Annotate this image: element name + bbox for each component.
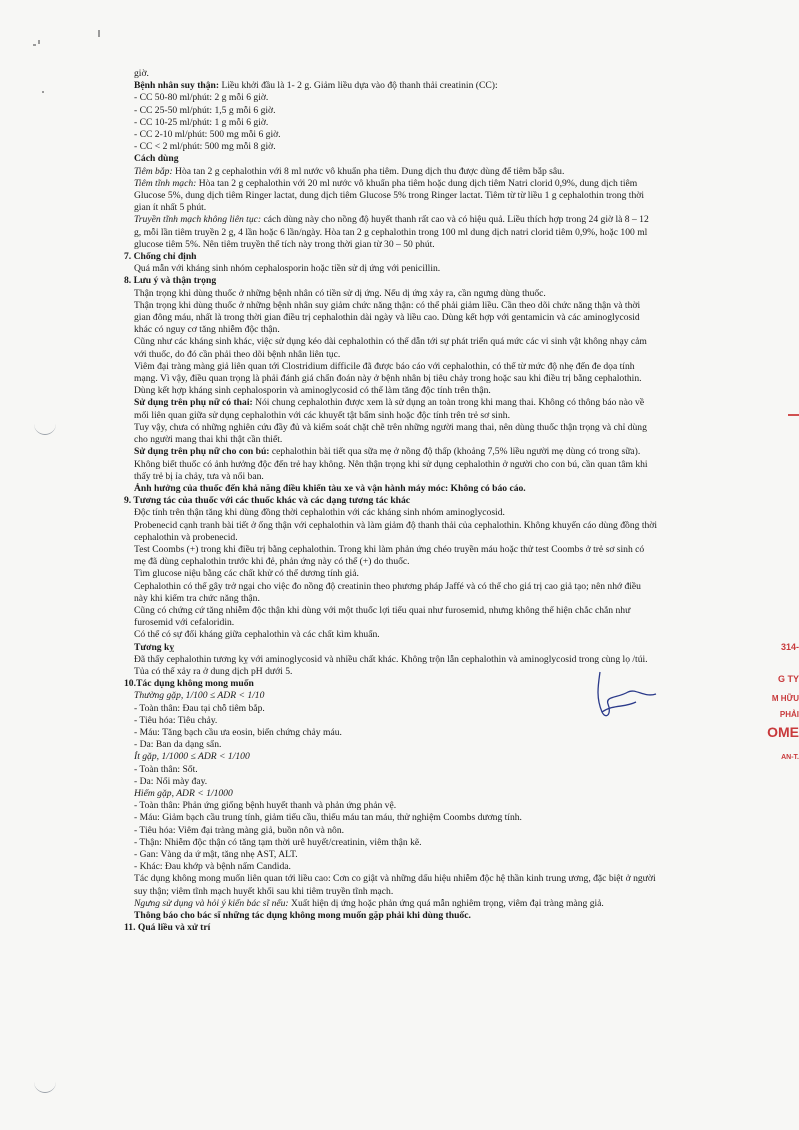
- text-line: Cephalothin có thể gây trở ngại cho việc đo nồng độ creatinin theo phương pháp Jaffé và có thể cho giá trị cao giả tạo; nên nhớ điều: [134, 580, 641, 592]
- red-company-stamp: 314- G TY M HỮU PHẢI OME AN-T.: [767, 642, 799, 761]
- text-line: - CC 10-25 ml/phút: 1 g mỗi 6 giờ.: [134, 116, 269, 128]
- text-line: khác có nguy cơ tăng nhiễm độc thận.: [134, 324, 280, 336]
- text-line: cho người mang thai khi thật cần thiết.: [134, 434, 283, 446]
- text-line: Thường gặp, 1/100 ≤ ADR < 1/10: [134, 690, 265, 702]
- text-line: Thông báo cho bác sĩ những tác dụng không mong muốn gặp phải khi dùng thuốc.: [134, 910, 471, 922]
- text-line: Tủa có thể xảy ra ở dung dịch pH dưới 5.: [134, 665, 293, 677]
- text-line: này khi kiểm tra chức năng thận.: [134, 592, 260, 604]
- text-line: 11. Quá liều và xử trí: [124, 922, 211, 934]
- text-line: 9. Tương tác của thuốc với các thuốc khác và các dạng tương tác khác: [124, 495, 411, 507]
- text-line: - Toàn thân: Đau tại chỗ tiêm bắp.: [134, 702, 265, 714]
- text-line: Truyền tĩnh mạch không liên tục: cách dùng này cho nồng độ huyết thanh rất cao và có hiệu quả. Liều thích hợp trong 24 giờ là 8 – 12: [134, 214, 649, 226]
- text-line: Cũng như các kháng sinh khác, việc sử dụng kéo dài cephalothin có thể dẫn tới sự phát triển quá mức các vi sinh vật không nhạy cảm: [134, 336, 647, 348]
- text-line: Ít gặp, 1/1000 ≤ ADR < 1/100: [134, 751, 250, 763]
- punch-hole-mark: [34, 416, 56, 435]
- text-line: Ngưng sử dụng và hỏi ý kiến bác sĩ nếu: Xuất hiện dị ứng hoặc phản ứng quá mẫn nghiêm trọng, viêm đại tràng màng giả.: [134, 897, 604, 909]
- text-line: giờ.: [134, 68, 149, 79]
- text-line: Sử dụng trên phụ nữ có thai: Nói chung cephalothin được xem là sử dụng an toàn trong khi mang thai. Không có thông báo nào về: [134, 397, 645, 409]
- text-line: Tiêm bắp: Hòa tan 2 g cephalothin với 8 ml nước vô khuẩn pha tiêm. Dung dịch thu được dùng để tiêm bắp sâu.: [134, 165, 565, 177]
- text-line: Tương kỵ: [134, 641, 175, 653]
- text-line: Đã thấy cephalothin tương kỵ với aminoglycosid và nhiều chất khác. Không trộn lẫn cephalothin và aminoglycosid trong cùng lọ /túi.: [134, 653, 648, 665]
- text-line: mạng. Vì vậy, điều quan trọng là phải đánh giá chẩn đoán này ở bệnh nhân bị tiêu chảy trong hoặc sau khi điều trị bằng cephalothin.: [134, 373, 642, 385]
- text-line: Thận trọng khi dùng thuốc ở những bệnh nhân suy giảm chức năng thận: có thể phải giảm liều. Cần theo dõi chức năng thận và thời: [134, 299, 641, 311]
- text-line: cephalothin và probenecid.: [134, 531, 238, 543]
- text-line: - Da: Ban da dạng sẩn.: [134, 739, 222, 751]
- text-line: 7. Chống chỉ định: [124, 251, 197, 263]
- text-line: Cách dùng: [134, 153, 179, 165]
- text-line: - CC 25-50 ml/phút: 1,5 g mỗi 6 giờ.: [134, 104, 276, 116]
- text-line: glucose tiêm 5%. Nên tiêm truyền thể tích này trong thời gian từ 30 – 50 phút.: [134, 238, 435, 250]
- text-line: Viêm đại tràng màng giả liên quan tới Clostridium difficile đã được báo cáo với cephalothin, có thể từ mức độ nhẹ đến đe dọa tính: [134, 360, 635, 372]
- text-line: - Toàn thân: Sốt.: [134, 763, 198, 775]
- text-line: thấy trẻ bị ỉa chảy, tưa và nổi ban.: [134, 470, 264, 482]
- text-line: Probenecid cạnh tranh bài tiết ở ống thận với cephalothin và làm giảm độ thanh thải của cephalothin. Không khuyến cáo dùng đồng thời: [134, 519, 658, 531]
- scan-speck: [33, 44, 36, 46]
- lead-phrase: Sử dụng trên phụ nữ có thai:: [134, 397, 253, 409]
- text-line: Thận trọng khi dùng thuốc ở những bệnh nhân có tiền sử dị ứng. Nếu dị ứng xảy ra, cần ngưng dùng thuốc.: [134, 287, 546, 299]
- text-line: Độc tính trên thận tăng khi dùng đồng thời cephalothin với các kháng sinh nhóm aminoglycosid.: [134, 507, 505, 519]
- text-line: Cũng có chứng cứ tăng nhiễm độc thận khi dùng với một thuốc lợi tiểu quai như furosemid, nhưng không thể hiện chắc chắn như: [134, 604, 631, 616]
- text-line: Sử dụng trên phụ nữ cho con bú: cephalothin bài tiết qua sữa mẹ ở nồng độ thấp (khoảng 7,5% liều người mẹ dùng có trong sữa).: [134, 446, 641, 458]
- text-line: Tiêm tĩnh mạch: Hòa tan 2 g cephalothin với 20 ml nước vô khuẩn pha tiêm hoặc dung dịch tiêm Natri clorid 0,9%, dung dịch tiêm: [134, 177, 638, 189]
- text-line: 10.Tác dụng không mong muốn: [124, 678, 254, 690]
- text-line: Tìm glucose niệu bằng các chất khử có thể dương tính giả.: [134, 568, 359, 580]
- text-line: Tác dụng không mong muốn liên quan tới liều cao: Cơn co giật và những dấu hiệu nhiễm độc hệ thần kinh trung ương, đặc biệt ở người: [134, 873, 656, 885]
- text-line: g, mỗi lần tiêm truyền 2 g, 4 lần hoặc 6 lần/ngày. Hòa tan 2 g cephalothin trong 100 ml dung dịch natri clorid tiêm 0,9%, hoặc 100 ml: [134, 226, 648, 238]
- text-line: Có thể có sự đối kháng giữa cephalothin và các chất kìm khuẩn.: [134, 629, 380, 641]
- text-line: Bệnh nhân suy thận: Liều khởi đầu là 1- 2 g. Giảm liều dựa vào độ thanh thải creatinin (CC):: [134, 80, 498, 92]
- text-line: - Tiêu hóa: Tiêu chảy.: [134, 714, 218, 726]
- text-line: 8. Lưu ý và thận trọng: [124, 275, 217, 287]
- text-line: - Máu: Tăng bạch cầu ưa eosin, biến chứng chảy máu.: [134, 726, 342, 738]
- text-line: - Da: Nổi mày đay.: [134, 775, 208, 787]
- text-line: với thuốc, do đó cần phải theo dõi bệnh nhân liên tục.: [134, 348, 341, 360]
- text-line: Dùng kết hợp kháng sinh cephalosporin và aminoglycosid có thể làm tăng độc tính trên thận.: [134, 385, 491, 397]
- text-line: - Gan: Vàng da ứ mật, tăng nhẹ AST, ALT.: [134, 849, 298, 860]
- text-line: gian đông máu, nhất là trong thời gian điều trị cephalothin dài ngày và liều cao. Dùng kết hợp với gentamicin và các aminoglycosid: [134, 312, 640, 324]
- document-body: [124, 68, 762, 934]
- text-line: Hiếm gặp, ADR < 1/1000: [134, 787, 233, 799]
- text-line: - Thận: Nhiễm độc thận có tăng tạm thời urê huyết/creatinin, viêm thận kẽ.: [134, 836, 422, 848]
- text-line: - Khác: Đau khớp và bệnh nấm Candida.: [134, 861, 291, 873]
- text-line: Ảnh hưởng của thuốc đến khả năng điều khiển tàu xe và vận hành máy móc: Không có báo cáo.: [134, 482, 526, 494]
- scan-speck: [42, 91, 44, 93]
- lead-phrase: Sử dụng trên phụ nữ cho con bú:: [134, 446, 270, 458]
- lead-phrase: Bệnh nhân suy thận:: [134, 80, 220, 92]
- red-edge-mark: [788, 414, 799, 416]
- text-line: - CC < 2 ml/phút: 500 mg mỗi 8 giờ.: [134, 141, 276, 153]
- lead-phrase: Ngưng sử dụng và hỏi ý kiến bác sĩ nếu:: [134, 897, 289, 909]
- text-line: Không biết thuốc có ảnh hưởng độc đến trẻ hay không. Nên thận trọng khi sử dụng cephalothin ở người cho con bú, cần quan tâm khi: [134, 458, 648, 470]
- scan-speck: [38, 40, 40, 44]
- text-line: - Tiêu hóa: Viêm đại tràng màng giả, buồn nôn và nôn.: [134, 824, 345, 836]
- scan-speck: [98, 30, 100, 37]
- text-line: gian ít nhất 5 phút.: [134, 202, 207, 214]
- lead-phrase: Truyền tĩnh mạch không liên tục:: [134, 214, 262, 226]
- text-line: suy thận; viêm tĩnh mạch huyết khối sau khi tiêm truyền tĩnh mạch.: [134, 885, 394, 897]
- text-line: Quá mẫn với kháng sinh nhóm cephalosporin hoặc tiền sử dị ứng với penicillin.: [134, 263, 441, 275]
- text-line: furosemid với cefaloridin.: [134, 617, 235, 629]
- text-line: mối liên quan giữa sử dụng cephalothin với các khuyết tật bẩm sinh hoặc độc tính trên trẻ sơ sinh.: [134, 409, 510, 421]
- lead-phrase: Tiêm bắp:: [134, 165, 173, 177]
- text-line: - CC 2-10 ml/phút: 500 mg mỗi 6 giờ.: [134, 129, 281, 141]
- text-line: - Máu: Giảm bạch cầu trung tính, giảm tiểu cầu, thiếu máu tan máu, thử nghiệm Coombs dương tính.: [134, 812, 522, 824]
- text-line: - Toàn thân: Phản ứng giống bệnh huyết thanh và phản ứng phản vệ.: [134, 800, 397, 812]
- text-line: - CC 50-80 ml/phút: 2 g mỗi 6 giờ.: [134, 92, 269, 104]
- handwritten-signature: [578, 668, 668, 724]
- text-line: Test Coombs (+) trong khi điều trị bằng cephalothin. Trong khi làm phản ứng chéo truyền máu hoặc thử test Coombs ở trẻ sơ sinh có: [134, 543, 645, 555]
- punch-hole-mark: [34, 1078, 56, 1093]
- text-line: Glucose 5%, dung dịch tiêm Ringer lactat, dung dịch tiêm Glucose 5% trong Ringer lactat. Tiêm từ từ liều 1 g cephalothin trong thời: [134, 190, 644, 202]
- text-line: Tuy vậy, chưa có những nghiên cứu đầy đủ và kiểm soát chặt chẽ trên những người mang thai, nên dùng thuốc thận trọng và chỉ dùng: [134, 421, 647, 433]
- text-line: mẹ đã dùng cephalothin trước khi đẻ, phản ứng này có thể (+) do thuốc.: [134, 556, 410, 568]
- lead-phrase: Tiêm tĩnh mạch:: [134, 177, 197, 189]
